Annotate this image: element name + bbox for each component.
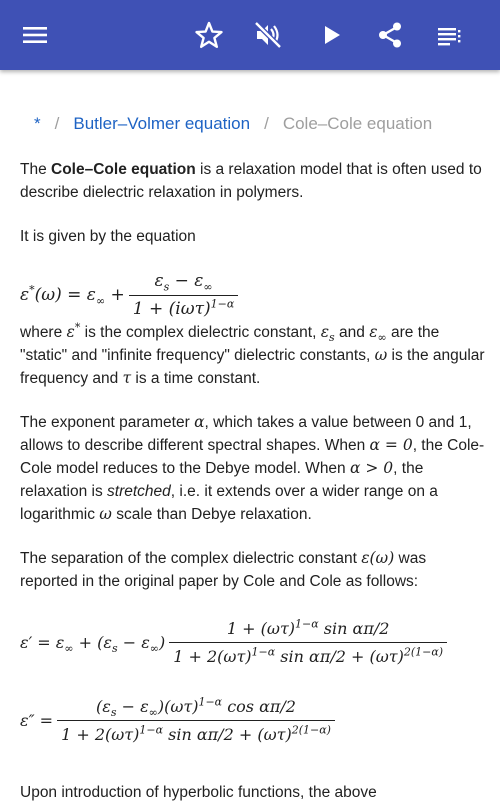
app-bar <box>0 0 500 70</box>
play-icon[interactable] <box>313 17 349 53</box>
breadcrumb-separator: / <box>54 114 60 133</box>
breadcrumb-separator: / <box>264 114 269 133</box>
breadcrumb-parent[interactable]: Butler–Volmer equation <box>73 114 251 133</box>
article-term: Cole–Cole equation <box>51 161 196 178</box>
exponent-paragraph: The exponent parameter α, which takes a value between 0 and 1, allows to describe different spectral shapes. When α = 0, the Cole-Cole model reduces to the Debye model. When α > 0, the relaxation is stretched, i.e. it extends over a wider range on a logarithmic ω scale than Debye relaxation. <box>20 413 485 523</box>
star-outline-icon[interactable] <box>191 17 227 53</box>
intro-paragraph: The Cole–Cole equation is a relaxation model that is often used to describe dielectric relaxation in polymers. <box>20 161 482 201</box>
breadcrumb-home[interactable]: * <box>34 114 41 133</box>
breadcrumb <box>34 114 432 134</box>
cole-cole-equation: $\varepsilon^*(\omega) = \varepsilon_\infty$ + $\frac{\varepsilon_s - \varepsilon_\infty}{1 + (i\omega\tau)^{1-\alpha}}$ <box>20 267 486 323</box>
separation-paragraph: The separation of the complex dielectric constant ε(ω) was reported in the original paper by Cole and Cole as follows: <box>20 549 427 590</box>
imaginary-part-equation: ε″ = $\frac{(\varepsilon_s - \varepsilon_\infty)(\omega\tau)^{1-\alpha} \cos \alpha\pi/2}{1 + 2(\omega\tau)^{1-\alpha} \sin \alpha\pi/2 + (\omega\tau)^{2(1-\alpha)}}$ <box>20 685 486 755</box>
breadcrumb-current: Cole–Cole equation <box>282 114 433 133</box>
menu-icon[interactable] <box>17 17 53 53</box>
share-icon[interactable] <box>372 17 408 53</box>
article-body <box>20 158 486 804</box>
playlist-icon[interactable] <box>431 17 467 53</box>
where-paragraph: where ε* is the complex dielectric constant, $\varepsilon_s$ and $\varepsilon_\infty$ are the "static" and "infinite frequency" dielectric constants, ω is the angular frequency and τ is a time constant. <box>20 320 485 387</box>
volume-off-icon[interactable] <box>250 17 286 53</box>
real-part-equation: $\varepsilon' = \varepsilon_\infty + (\varepsilon_s - \varepsilon_\infty)$ $\frac{1 + (\omega\tau)^{1-\alpha} \sin \alpha\pi/2}{1 + 2(\omega\tau)^{1-\alpha} \sin \alpha\pi/2 + (\omega\tau)^{2(1-\alpha)}}$ <box>20 607 486 677</box>
hyperbolic-paragraph: Upon introduction of hyperbolic functions, the above <box>20 784 377 801</box>
given-by-paragraph: It is given by the equation <box>20 228 196 245</box>
